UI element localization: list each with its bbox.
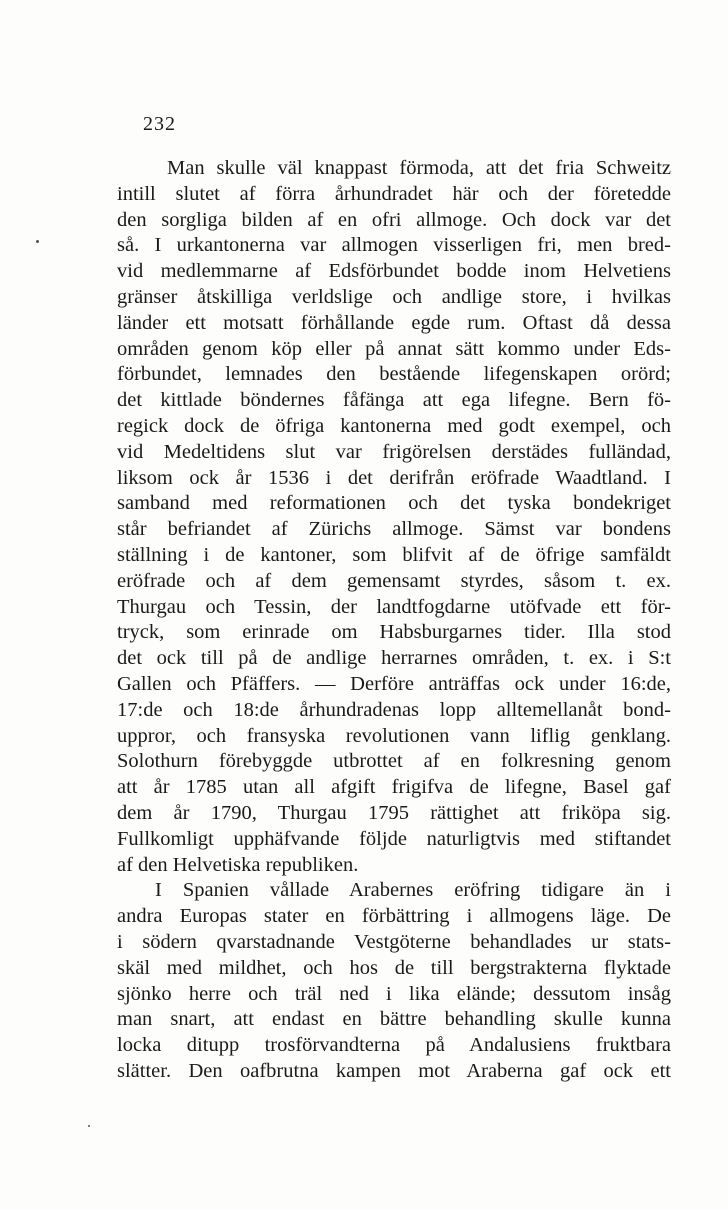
text-line: gränser åtskilliga verldslige och andlige store, i hvilkas xyxy=(117,285,671,308)
body-text xyxy=(117,156,671,1085)
text-line: så. I urkantonerna var allmogen visserligen fri, men bred- xyxy=(117,234,671,257)
text-line: vid Medeltidens slut var frigörelsen derstädes fulländad, xyxy=(117,440,671,463)
text-line: skäl med mildhet, och hos de till bergstrakterna flyktade xyxy=(117,956,671,979)
text-line: uppror, och fransyska revolutionen vann liflig genklang. xyxy=(117,724,671,747)
text-line: står befriandet af Zürichs allmoge. Sämst var bondens xyxy=(117,518,671,541)
text-line: intill slutet af förra århundradet här och der företedde xyxy=(117,182,671,205)
text-line: Man skulle väl knappast förmoda, att det fria Schweitz xyxy=(167,157,671,179)
text-line: i södern qvarstadnande Vestgöterne behandlades ur stats- xyxy=(117,930,671,953)
text-line: Thurgau och Tessin, der landtfogdarne utöfvade ett för- xyxy=(117,595,671,618)
paper-speck xyxy=(36,240,39,243)
text-line: den sorgliga bilden af en ofri allmoge. Och dock var det xyxy=(117,208,671,231)
paper-speck xyxy=(88,1125,90,1127)
text-line: af den Helvetiska republiken. xyxy=(117,853,359,876)
text-line: Solothurn förebyggde utbrottet af en folkresning genom xyxy=(117,750,671,773)
text-line: liksom ock år 1536 i det derifrån eröfrade Waadtland. I xyxy=(117,466,671,489)
text-line: vid medlemmarne af Edsförbundet bodde inom Helvetiens xyxy=(117,260,671,283)
page-number: 232 xyxy=(143,113,176,135)
text-line: man snart, att endast en bättre behandling skulle kunna xyxy=(117,1008,671,1031)
text-line: ställning i de kantoner, som blifvit af de öfrige samfäldt xyxy=(117,543,671,566)
text-line: sjönko herre och träl ned i lika elände; dessutom insåg xyxy=(117,982,671,1005)
text-line: länder ett motsatt förhållande egde rum. Oftast då dessa xyxy=(117,311,671,334)
text-line: dem år 1790, Thurgau 1795 rättighet att friköpa sig. xyxy=(117,801,671,824)
text-line: att år 1785 utan all afgift frigifva de lifegne, Basel gaf xyxy=(117,776,671,799)
text-line: I Spanien vållade Arabernes eröfring tidigare än i xyxy=(155,879,671,902)
text-line: Fullkomligt upphäfvande följde naturligtvis med stiftandet xyxy=(117,827,671,850)
text-line: områden genom köp eller på annat sätt kommo under Eds- xyxy=(117,337,671,360)
text-line: det kittlade böndernes fåfänga att ega lifegne. Bern fö- xyxy=(117,389,671,412)
text-line: 17:de och 18:de århundradenas lopp alltemellanåt bond- xyxy=(117,698,671,721)
text-line: regick dock de öfriga kantonerna med godt exempel, och xyxy=(117,414,671,437)
text-line: slätter. Den oafbrutna kampen mot Araberna gaf ock ett xyxy=(117,1059,671,1082)
text-line: tryck, som erinrade om Habsburgarnes tider. Illa stod xyxy=(117,621,671,644)
text-line: samband med reformationen och det tyska bondekriget xyxy=(117,492,671,515)
text-line: det ock till på de andlige herrarnes områden, t. ex. i S:t xyxy=(117,647,671,670)
text-line: förbundet, lemnades den bestående lifegenskapen orörd; xyxy=(117,363,671,386)
text-line: Gallen och Pfäffers. — Derföre anträffas ock under 16:de, xyxy=(117,672,671,695)
text-line: andra Europas stater en förbättring i allmogens läge. De xyxy=(117,905,671,928)
text-line: locka ditupp trosförvandterna på Andalusiens fruktbara xyxy=(117,1034,671,1057)
text-line: eröfrade och af dem gemensamt styrdes, såsom t. ex. xyxy=(117,569,671,592)
